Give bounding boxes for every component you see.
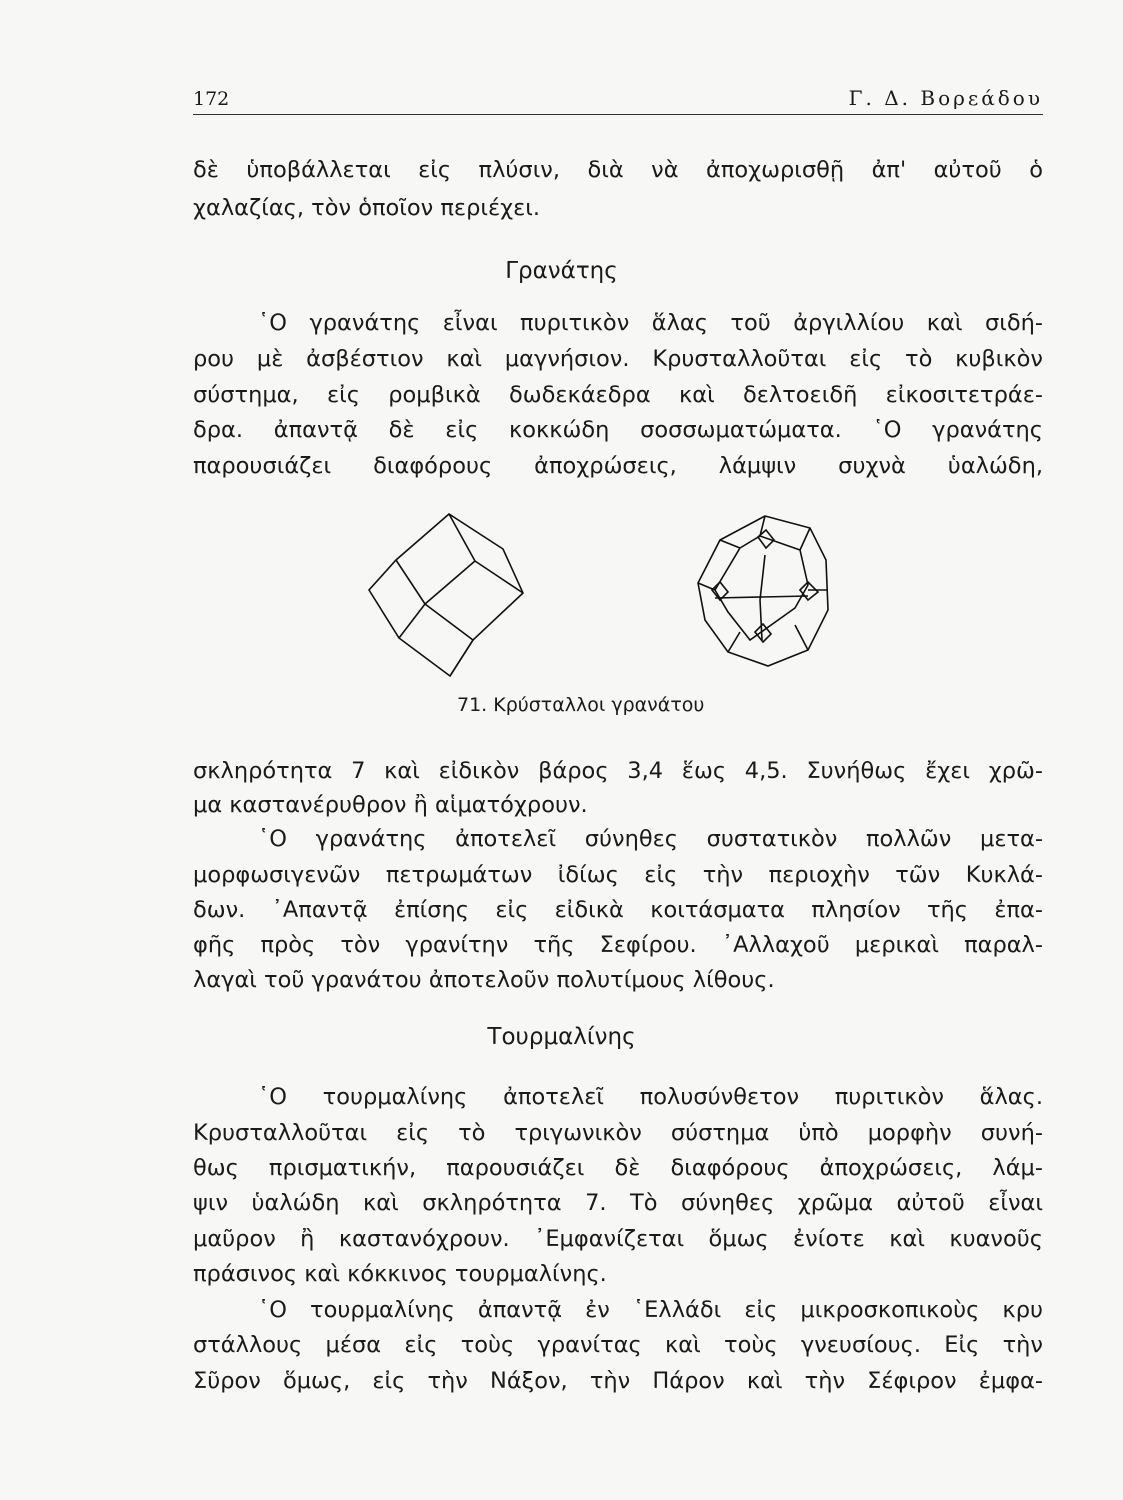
text-line: μα καστανέρυθρον ἢ αἱματόχρουν. (193, 792, 588, 818)
text-line: δων. ᾿Απαντᾷ ἐπίσης εἰς εἰδικὰ κοιτάσματα πλησίον τῆς ἐπα- (193, 897, 1043, 923)
section-heading-garnet: Γρανάτης (505, 258, 618, 284)
text-line: μαῦρον ἢ καστανόχρουν. ᾿Εμφανίζεται ὅμως ἐνίοτε καὶ κυανοῦς (193, 1226, 1043, 1252)
text-line: ρου μὲ ἀσβέστιον καὶ μαγνήσιον. Κρυσταλλοῦται εἰς τὸ κυβικὸν (193, 346, 1043, 372)
icositetrahedron-drawing (698, 516, 828, 666)
text-line: Κρυσταλλοῦται εἰς τὸ τριγωνικὸν σύστημα ὑπὸ μορφὴν συνή- (193, 1120, 1043, 1146)
text-line: χαλαζίας, τὸν ὁποῖον περιέχει. (193, 195, 541, 221)
text-line: στάλλους μέσα εἰς τοὺς γρανίτας καὶ τοὺς γνευσίους. Εἰς τὴν (193, 1332, 1043, 1358)
text-line: ῾Ο γρανάτης ἀποτελεῖ σύνηθες συστατικὸν πολλῶν μετα- (258, 826, 1043, 852)
text-line: πράσινος καὶ κόκκινος τουρμαλίνης. (193, 1261, 607, 1287)
rhombic-dodecahedron-drawing (369, 514, 523, 676)
text-line: ῾Ο τουρμαλίνης ἀπαντᾷ ἐν ῾Ελλάδι εἰς μικροσκοπικοὺς κρυ (258, 1297, 1043, 1323)
text-line: θως πρισματικήν, παρουσιάζει δὲ διαφόρους ἀποχρώσεις, λάμ- (193, 1155, 1043, 1181)
text-line: σκληρότητα 7 καὶ εἰδικὸν βάρος 3,4 ἕως 4,5. Συνήθως ἔχει χρῶ- (193, 758, 1043, 784)
text-line: παρουσιάζει διαφόρους ἀποχρώσεις, λάμψιν συχνὰ ὑαλώδη, (193, 453, 1043, 479)
text-line: φῆς πρὸς τὸν γρανίτην τῆς Σεφίρου. ᾿Αλλαχοῦ μερικαὶ παραλ- (193, 932, 1043, 958)
text-line: λαγαὶ τοῦ γρανάτου ἀποτελοῦν πολυτίμους λίθους. (193, 967, 775, 993)
text-line: σύστημα, εἰς ρομβικὰ δωδεκάεδρα καὶ δελτοειδῆ εἰκοσιτετράε- (193, 382, 1043, 408)
text-line: ῾Ο τουρμαλίνης ἀποτελεῖ πολυσύνθετον πυριτικὸν ἅλας. (258, 1084, 1043, 1110)
figure-caption: 71. Κρύσταλλοι γρανάτου (457, 694, 705, 716)
text-line: μορφωσιγενῶν πετρωμάτων ἰδίως εἰς τὴν περιοχὴν τῶν Κυκλά- (193, 862, 1043, 888)
page-number: 172 (193, 88, 230, 110)
text-line: δὲ ὑποβάλλεται εἰς πλύσιν, διὰ νὰ ἀποχωρισθῇ ἀπ' αὐτοῦ ὁ (193, 157, 1043, 183)
text-line: ψιν ὑαλώδη καὶ σκληρότητα 7. Τὸ σύνηθες χρῶμα αὐτοῦ εἶναι (193, 1190, 1043, 1216)
text-line: δρα. ἀπαντᾷ δὲ εἰς κοκκώδη σοσσωματώματα. ῾Ο γρανάτης (193, 417, 1043, 443)
running-head: Γ. Δ. Βορεάδου (848, 86, 1043, 110)
text-line: Σῦρον ὅμως, εἰς τὴν Νάξον, τὴν Πάρον καὶ τὴν Σέφιρον ἐμφα- (193, 1368, 1043, 1394)
section-heading-tourmaline: Τουρμαλίνης (487, 1024, 636, 1050)
text-line: ῾Ο γρανάτης εἶναι πυριτικὸν ἅλας τοῦ ἀργιλλίου καὶ σιδή- (258, 310, 1043, 336)
